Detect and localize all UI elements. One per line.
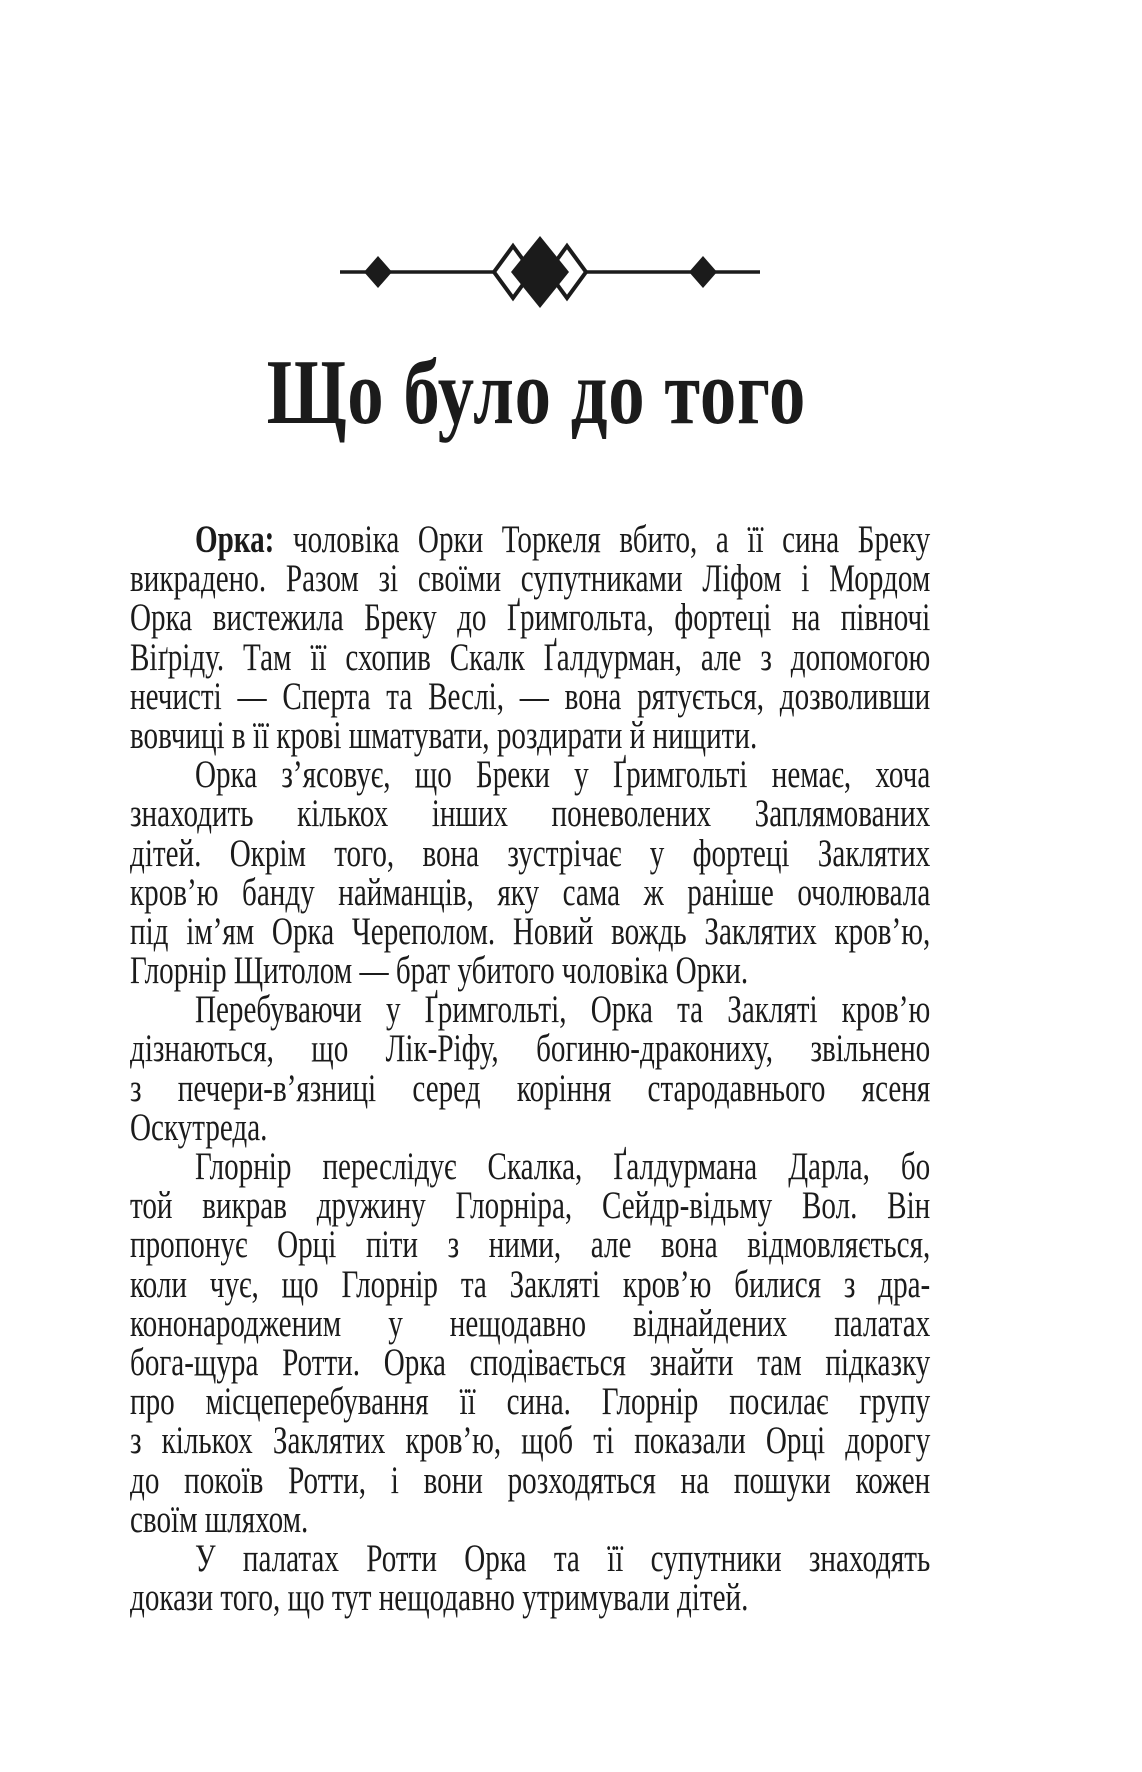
text-line: нечисті — Сперта та Веслі, — вона рятується, дозволивши: [130, 674, 931, 718]
text-line: коли чує, що Глорнір та Закляті кров’ю билися з дра-: [130, 1262, 931, 1306]
text-line: вовчиці в її крові шматувати, роздирати й нищити.: [130, 713, 758, 757]
text-line: Глорнір переслідує Скалка, Ґалдурмана Дарла, бо: [194, 1145, 931, 1188]
diamond-divider-ornament: [330, 230, 770, 314]
text-line: Віґріду. Там її схопив Скалк Ґалдурман, але з допомогою: [130, 635, 931, 679]
center-diamond-icon: [511, 236, 569, 308]
text-line: Глорнір Щитолом — брат убитого чоловіка Орки.: [130, 949, 749, 993]
paragraph-3: [130, 990, 930, 1147]
text-line: з печери-в’язниці серед коріння стародавнього ясеня: [130, 1066, 931, 1110]
right-diamond-icon: [689, 256, 717, 288]
paragraph-5: [130, 1536, 931, 1620]
text-line: про місцеперебування її сина. Глорнір посилає групу: [130, 1380, 931, 1424]
text-line: своїм шляхом.: [130, 1497, 309, 1541]
paragraph-4: [130, 1147, 930, 1539]
text-line: викрадено. Разом зі своїми супутниками Ліфом і Мордом: [130, 557, 931, 601]
text-line: Оскутреда.: [130, 1105, 268, 1149]
text-line: дітей. Окрім того, вона зустрічає у фортеці Заклятих: [130, 831, 931, 875]
text-line: кононародженим у нещодавно віднайдених палатах: [130, 1301, 931, 1345]
paragraph-lead: Орка:: [194, 518, 275, 561]
text-line: той викрав дружину Глорніра, Сейдр-відьму Вол. Він: [130, 1184, 931, 1228]
text-line: бога-щура Ротти. Орка сподівається знайти там підказку: [130, 1340, 931, 1384]
body-text: [130, 518, 931, 1620]
chapter-title: [266, 336, 807, 456]
left-diamond-icon: [364, 256, 392, 288]
paragraph-2: [130, 753, 931, 993]
chapter-title-text: Що було до того: [266, 341, 807, 443]
text-line: У палатах Ротти Орка та її супутники знаходять: [194, 1536, 931, 1580]
text-line: Орка вистежила Бреку до Ґримгольта, фортеці на півночі: [130, 596, 931, 640]
text-line: дізнаються, що Лік-Ріфу, богиню-дракониху, звільнено: [130, 1027, 931, 1071]
text-line: з кількох Заклятих кров’ю, щоб ті показали Орці дорогу: [130, 1419, 931, 1463]
paragraph-1: [130, 520, 930, 755]
text-line-rest: чоловіка Орки Торкеля вбито, а її сина Бреку: [274, 518, 931, 561]
text-line: пропонує Орці піти з ними, але вона відмовляється,: [130, 1223, 931, 1267]
text-line: Орка з’ясовує, що Бреки у Ґримгольті немає, хоча: [194, 753, 931, 797]
text-line: Перебуваючи у Ґримгольті, Орка та Закляті кров’ю: [194, 988, 931, 1032]
text-line: під ім’ям Орка Череполом. Новий вождь Заклятих кров’ю,: [130, 909, 931, 953]
text-line: знаходить кількох інших поневолених Заплямованих: [130, 792, 931, 836]
text-line: [130, 520, 930, 559]
text-line: до покоїв Ротти, і вони розходяться на пошуки кожен: [130, 1458, 931, 1502]
text-line: кров’ю банду найманців, яку сама ж раніше очолювала: [130, 870, 931, 914]
text-line: докази того, що тут нещодавно утримували дітей.: [130, 1576, 749, 1620]
